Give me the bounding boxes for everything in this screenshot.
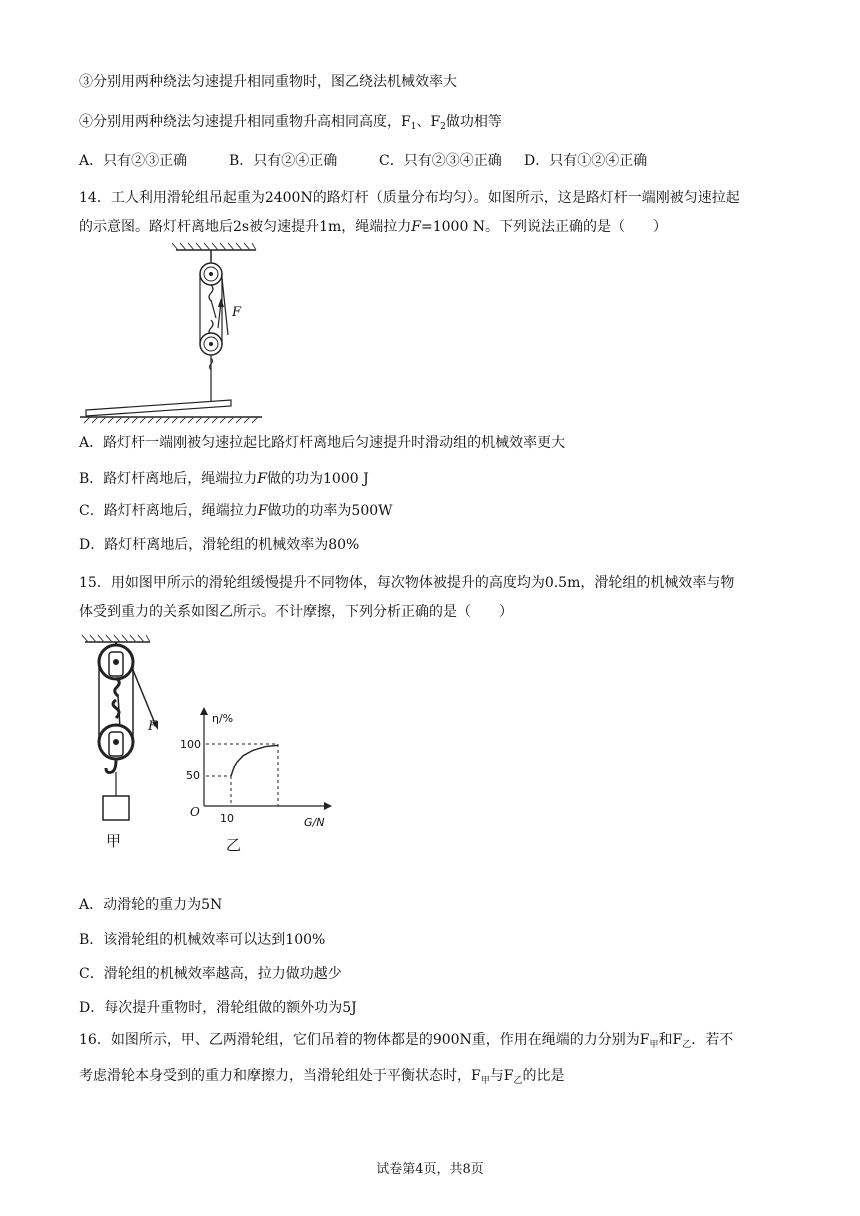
q15-option-a[interactable]: A．动滑轮的重力为5N: [79, 897, 223, 913]
q16-stem-text: 考虑滑轮本身受到的重力和摩擦力，当滑轮组处于平衡状态时，F: [79, 1068, 481, 1084]
q13-statement-4-text: 、F: [416, 114, 441, 130]
q16-stem-text: 与F: [489, 1068, 514, 1084]
x-axis-label: G/N: [304, 816, 325, 829]
q14-option-b[interactable]: [79, 469, 369, 489]
force-symbol: F: [257, 471, 268, 487]
q15-option-b[interactable]: B．该滑轮组的机械效率可以达到100%: [79, 932, 326, 948]
force-symbol: F: [257, 503, 268, 519]
q15-stem-line-1: 15．用如图甲所示的滑轮组缓慢提升不同物体，每次物体被提升的高度均为0.5m，滑轮组的机械效率与物: [79, 575, 735, 591]
q16-stem-text: 的比是: [522, 1068, 565, 1084]
page-footer: 试卷第4页，共8页: [376, 1162, 484, 1177]
q13-option-a[interactable]: A．只有②③正确: [79, 153, 188, 169]
subscript: 2: [440, 122, 446, 132]
q13-statement-4: [79, 112, 502, 137]
q15-option-c[interactable]: C．滑轮组的机械效率越高，拉力做功越少: [79, 966, 342, 982]
q13-option-d[interactable]: D．只有①②④正确: [524, 153, 648, 169]
subscript: 1: [410, 122, 417, 132]
q14-stem-line-1: 14．工人利用滑轮组吊起重为2400N的路灯杆（质量分布均匀）。如图所示，这是路灯杆一端刚被匀速拉起: [79, 190, 740, 206]
q13-statement-4-text: 做功相等: [445, 114, 502, 130]
q13-option-c[interactable]: C．只有②③④正确: [379, 153, 502, 169]
y-tick-label: 50: [186, 769, 200, 782]
q14-stem-text: 的示意图。路灯杆离地后2s被匀速提升1m，绳端拉力: [79, 219, 412, 235]
subscript: 甲: [480, 1076, 490, 1086]
q16-stem-text: 16．如图所示，甲、乙两滑轮组，它们吊着的物体都是的900N重，作用在绳端的力分别为F: [79, 1032, 650, 1048]
q14-pulley-figure: [76, 240, 266, 425]
q15-label-yi: 乙: [226, 836, 242, 854]
q14-force-label: F: [232, 305, 242, 320]
subscript: 甲: [649, 1040, 659, 1050]
q14-stem-text: =1000 N。下列说法正确的是（ ）: [421, 219, 668, 235]
q14-option-text: 做的功为1000 J: [267, 471, 369, 487]
q16-stem-text: 和F: [658, 1032, 683, 1048]
q14-option-text: B．路灯杆离地后，绳端拉力: [79, 471, 258, 487]
q14-stem-line-2: [79, 217, 667, 237]
efficiency-curve: [231, 745, 278, 776]
force-symbol: F: [411, 219, 421, 235]
q14-option-d[interactable]: D．路灯杆离地后，滑轮组的机械效率为80%: [79, 537, 360, 553]
q15-label-jia: 甲: [106, 832, 122, 850]
subscript: 乙: [513, 1076, 523, 1086]
y-axis-label: η/%: [212, 712, 234, 725]
q15-option-d[interactable]: D．每次提升重物时，滑轮组做的额外功为5J: [79, 1000, 357, 1016]
q14-option-a[interactable]: A．路灯杆一端刚被匀速拉起比路灯杆离地后匀速提升时滑动组的机械效率更大: [79, 435, 566, 451]
q14-option-text: 做功的功率为500W: [267, 503, 393, 519]
q16-stem-line-2: [79, 1066, 564, 1091]
q14-option-text: C．路灯杆离地后，绳端拉力: [79, 503, 258, 519]
q16-stem-line-1: [79, 1030, 733, 1055]
origin-label: O: [190, 805, 200, 819]
q13-statement-3: ③分别用两种绕法匀速提升相同重物时，图乙绕法机械效率大: [79, 74, 457, 90]
q13-options: [79, 151, 647, 171]
q13-option-b[interactable]: B．只有②④正确: [229, 153, 338, 169]
subscript: 乙: [682, 1040, 692, 1050]
y-tick-label: 100: [180, 738, 201, 751]
q16-stem-text: ．若不: [691, 1032, 734, 1048]
q14-option-c[interactable]: [79, 501, 393, 521]
q15-figure-jia: [80, 630, 170, 855]
q13-statement-4-text: ④分别用两种绕法匀速提升相同重物升高相同高度，F: [79, 114, 411, 130]
x-tick-label: 10: [220, 812, 234, 825]
q15-force-label: F: [148, 719, 158, 734]
q15-stem-line-2: 体受到重力的关系如图乙所示。不计摩擦，下列分析正确的是（ ）: [79, 604, 513, 620]
q15-efficiency-graph: [180, 700, 340, 858]
